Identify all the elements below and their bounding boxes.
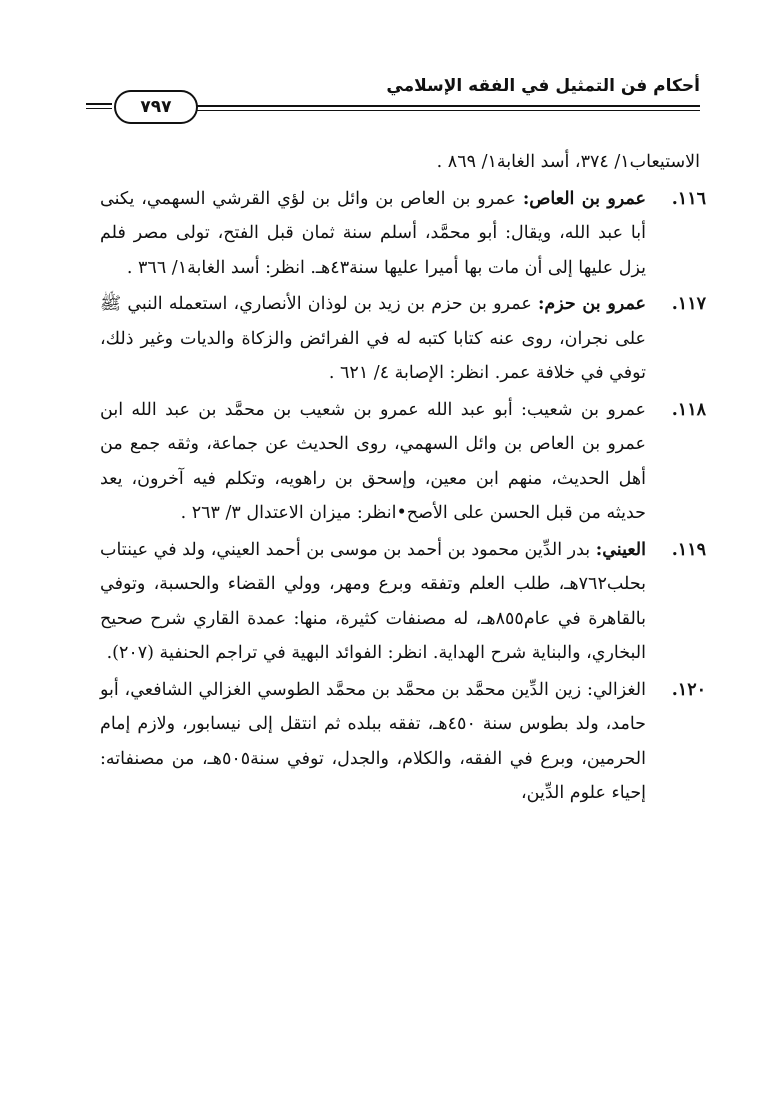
entry-120	[100, 673, 706, 811]
page-number-dash	[86, 103, 112, 105]
entry-117	[100, 287, 706, 391]
entry-116	[100, 182, 706, 286]
entry-body: بدر الدِّين محمود بن أحمد بن موسى بن أحمد العيني، ولد في عينتاب بحلب٧٦٢هـ، طلب العلم وتفقه وبرع ومهر، وولي القضاء والحسبة، وتوفي بالقاهرة في عام٨٥٥هـ، له مصنفات كثيرة، منها: عمدة القاري شرح صحيح البخاري، والبناية شرح الهداية. انظر: الفوائد البهية في تراجم الحنفية (٢٠٧).	[100, 539, 646, 663]
entry-body: عمرو بن شعيب: أبو عبد الله عمرو بن شعيب بن محمَّد بن عبد الله ابن عمرو بن العاص بن وائل السهمي، روى الحديث عن جماعة، وثقه جمع من أهل الحديث، منهم ابن معين، وإسحق بن راهويه، وتكلم فيه آخرون، يعد حديثه من قبل الحسن على الأصح•انظر: ميزان الاعتدال ٣/ ٢٦٣ .	[100, 399, 646, 523]
entry-number: ١١٦.	[671, 188, 706, 209]
page-number: ٧٩٧	[114, 90, 198, 124]
entry-118	[100, 393, 706, 531]
entry-text	[100, 287, 646, 391]
entry-name: العيني:	[595, 539, 646, 560]
running-title: أحكام فن التمثيل في الفقه الإسلامي	[386, 76, 700, 96]
entry-name: عمرو بن حزم:	[537, 294, 646, 314]
entry-body: عمرو بن العاص بن وائل بن لؤي القرشي السهمي، يكنى أبا عبد الله، ويقال: أبو محمَّد، أسلم سنة ثمان قبل الفتح، تولى مصر فلم يزل عليها إلى أن مات بها أميرا عليها سنة٤٣هـ. انظر: أسد الغابة١/ ٣٦٦ .	[100, 188, 646, 278]
entry-name: عمرو بن العاص:	[522, 188, 646, 209]
entry-body: الغزالي: زين الدِّين محمَّد بن محمَّد بن محمَّد الطوسي الغزالي الشافعي، أبو حامد، ولد بطوس سنة ٤٥٠هـ، تفقه ببلده ثم انتقل إلى نيسابور، ولازم إمام الحرمين، وبرع في الفقه، والكلام، والجدل، توفي سنة٥٠٥هـ، من مصنفاته: إحياء علوم الدِّين،	[100, 679, 646, 803]
continuation-line: الاستيعاب١/ ٣٧٤، أسد الغابة١/ ٨٦٩ .	[436, 152, 700, 172]
entry-number: ١١٧.	[671, 294, 706, 314]
page-body	[100, 145, 706, 811]
page-number-dash-thin	[86, 108, 112, 109]
entry-text	[100, 673, 646, 811]
header-rule-thin	[196, 110, 700, 111]
entry-number: ١١٨.	[671, 399, 706, 420]
entry-body: عمرو بن حزم بن زيد بن لوذان الأنصاري، استعمله النبي ﷺ على نجران، روى عنه كتابا كتبه له في الفرائض والزكاة والديات وغير ذلك، توفي في خلافة عمر. انظر: الإصابة ٤/ ٦٢١ .	[100, 294, 646, 383]
entry-text	[100, 182, 646, 286]
header-rule	[196, 105, 700, 107]
entry-number: ١٢٠.	[671, 679, 706, 700]
page-header	[100, 72, 700, 124]
entry-text	[100, 393, 646, 531]
entry-text	[100, 533, 646, 671]
entry-number: ١١٩.	[671, 539, 706, 560]
entry-119	[100, 533, 706, 671]
